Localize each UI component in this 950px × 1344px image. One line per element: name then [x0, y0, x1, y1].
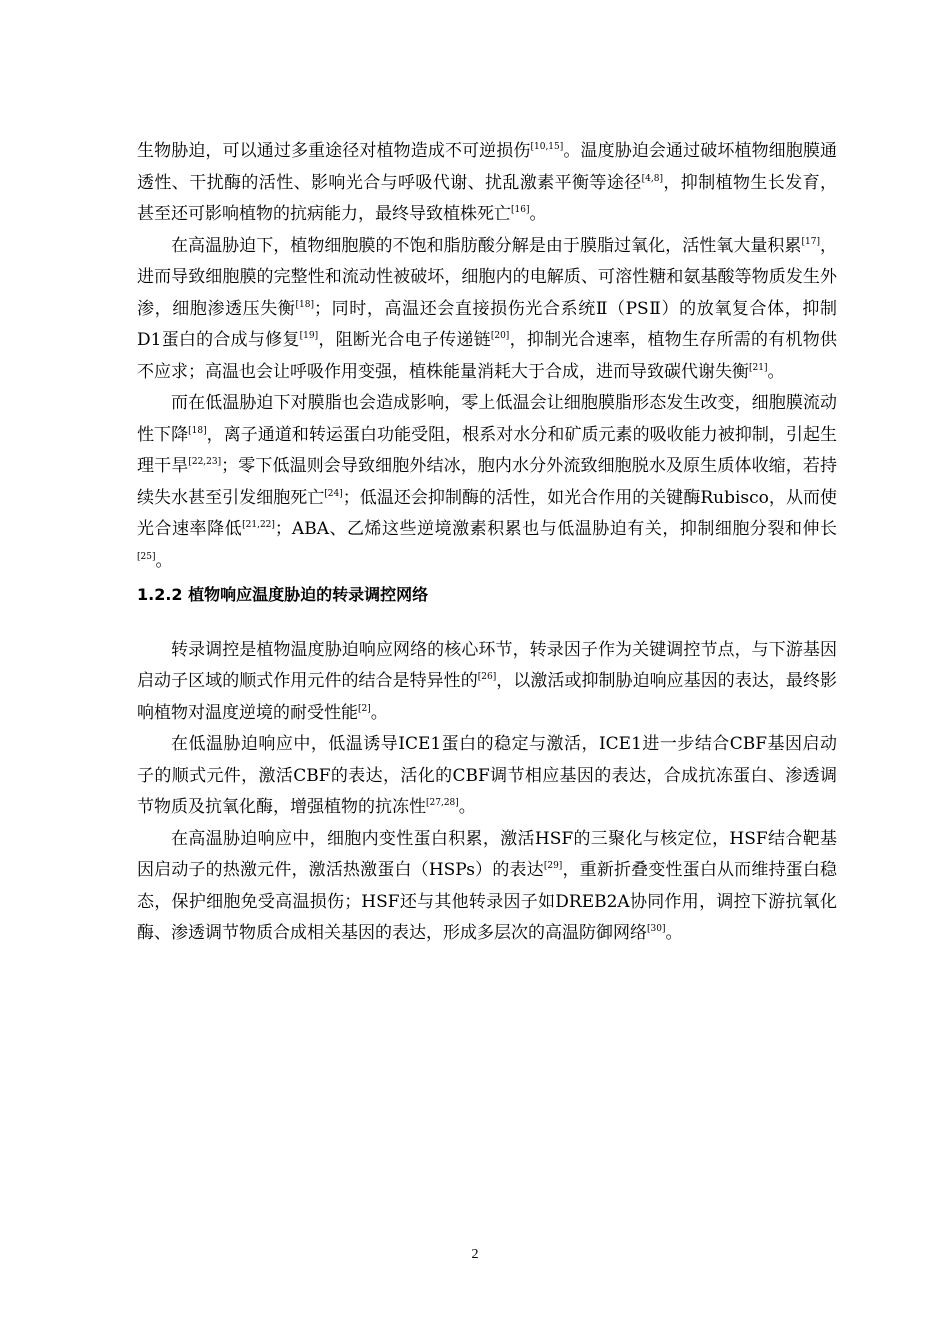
text-run: 在高温胁迫下，植物细胞膜的不饱和脂肪酸分解是由于膜脂过氧化，活性氧大量积累 — [171, 235, 802, 256]
text-run: 生物胁迫，可以通过多重途径对植物造成不可逆损伤 — [137, 141, 531, 161]
citation: [2] — [358, 703, 371, 714]
text-run: ，重新折叠变性蛋白从而维持蛋白稳态，保护细胞免受高温损伤；HSF还与其他转录因子如DREB2A协同作用，调控下游抗氧化酶、渗透调节物质合成相关基因的表达，形成多层次的高温防御网络 — [137, 860, 837, 943]
text-run: ；零下低温则会导致细胞外结冰，胞内水分外流致细胞脱水及原生质体收缩，若持续失水甚至引发细胞死亡 — [137, 456, 838, 508]
text-run: 。 — [155, 550, 173, 571]
citation: [18] — [188, 425, 207, 436]
citation: [16] — [511, 205, 530, 215]
citation: [24] — [324, 488, 343, 499]
text-run: 转录调控是植物温度胁迫响应网络的核心环节，转录因子作为关键调控节点，与下游基因启动子区域的顺式作用元件的结合是特异性的 — [137, 639, 837, 691]
text-run: ，阻断光合电子传递链 — [318, 330, 491, 350]
citation: [22,23] — [188, 457, 222, 467]
citation: [10,15] — [530, 142, 564, 152]
text-run: 。 — [529, 204, 547, 224]
paragraph — [137, 231, 837, 389]
text-run: ，离子通道和转运蛋白功能受阻，根系对水分和矿质元素的吸收能力被抑制，引起生理干旱 — [137, 424, 838, 476]
text-run: 。 — [370, 702, 388, 723]
text-run: ；同时，高温还会直接损伤光合系统Ⅱ（PSⅡ）的放氧复合体，抑制D1蛋白的合成与修复 — [137, 298, 837, 350]
citation: [4,8] — [641, 173, 663, 184]
citation: [25] — [137, 551, 156, 562]
text-run: ，抑制光合速率，植物生存所需的有机物供不应求；高温也会让呼吸作用变强，植株能量消耗大于合成，进而导致碳代谢失衡 — [137, 330, 837, 382]
text-run: ，抑制植物生长发育，甚至还可影响植物的抗病能力，最终导致植株死亡 — [137, 172, 837, 224]
text-run: 。 — [767, 361, 785, 382]
text-run: ，进而导致细胞膜的完整性和流动性被破坏，细胞内的电解质、可溶性糖和氨基酸等物质发生外渗，细胞渗透压失衡 — [137, 235, 838, 319]
paragraph — [137, 635, 837, 730]
citation: [30] — [647, 924, 666, 934]
citation: [29] — [543, 861, 563, 871]
paragraphs-before — [137, 136, 837, 577]
paragraphs-after — [137, 635, 837, 950]
text-run: 在低温胁迫响应中，低温诱导ICE1蛋白的稳定与激活，ICE1进一步结合CBF基因启动子的顺式元件，激活CBF的表达，活化的CBF调节相应基因的表达，合成抗冻蛋白、渗透调节物质及抗氧化酶，增强植物的抗冻性 — [137, 734, 837, 817]
paragraph — [137, 136, 837, 231]
citation: [21,22] — [242, 520, 275, 530]
text-run: 。 — [665, 923, 683, 943]
text-run: ；ABA、乙烯这些逆境激素积累也与低温胁迫有关，抑制细胞分裂和伸长 — [274, 519, 838, 539]
citation: [21] — [749, 362, 768, 373]
citation: [18] — [295, 299, 315, 310]
section-heading: 1.2.2 植物响应温度胁迫的转录调控网络 — [137, 585, 429, 604]
citation: [26] — [477, 672, 497, 682]
body-text — [137, 136, 837, 950]
paragraph — [137, 729, 837, 824]
text-run: 。温度胁迫会通过破坏植物细胞膜通透性、干扰酶的活性、影响光合与呼吸代谢、扰乱激素平衡等途径 — [137, 141, 838, 193]
page-number: 2 — [471, 1247, 479, 1262]
text-run: 在高温胁迫响应中，细胞内变性蛋白积累，激活HSF的三聚化与核定位，HSF结合靶基因启动子的热激元件，激活热激蛋白（HSPs）的表达 — [137, 828, 837, 880]
citation: [17] — [801, 236, 820, 247]
text-run: ；低温还会抑制酶的活性，如光合作用的关键酶Rubisco，从而使光合速率降低 — [137, 487, 838, 539]
citation: [27,28] — [426, 798, 459, 808]
citation: [20] — [490, 331, 510, 341]
text-run: ，以激活或抑制胁迫响应基因的表达，最终影响植物对温度逆境的耐受性能 — [137, 671, 838, 723]
text-run: 。 — [458, 797, 476, 817]
paragraph — [137, 824, 837, 950]
paragraph — [137, 388, 837, 577]
citation: [19] — [299, 331, 319, 341]
text-run: 而在低温胁迫下对膜脂也会造成影响，零上低温会让细胞膜脂形态发生改变，细胞膜流动性下降 — [137, 393, 837, 445]
